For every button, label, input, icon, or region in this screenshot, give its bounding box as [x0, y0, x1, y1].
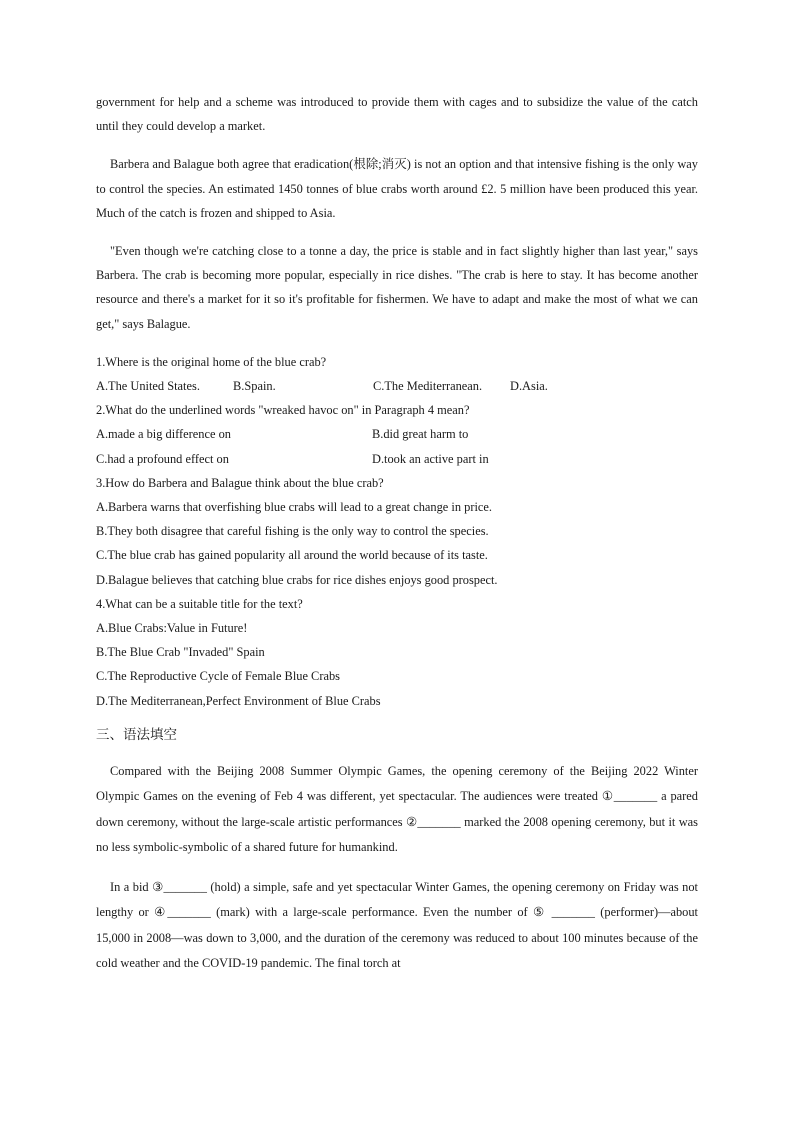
- option-d: D.Balague believes that catching blue crabs for rice dishes enjoys good prospect.: [96, 572, 498, 587]
- question-stem: 2.What do the underlined words "wreaked havoc on" in Paragraph 4 mean?: [96, 403, 470, 418]
- section-title-grammar: 三、语法填空: [96, 726, 177, 743]
- document-page: [96, 90, 698, 991]
- option-b: B.did great harm to: [372, 427, 469, 442]
- option-d: D.took an active part in: [372, 451, 489, 466]
- option-c: C.The blue crab has gained popularity all around the world because of its taste.: [96, 548, 488, 563]
- option-c: C.The Reproductive Cycle of Female Blue Crabs: [96, 669, 340, 684]
- option-d: D.The Mediterranean,Perfect Environment of Blue Crabs: [96, 693, 381, 708]
- option-a: A.made a big difference on: [96, 427, 231, 442]
- option-b: B.Spain.: [233, 379, 276, 394]
- options-row: [96, 374, 698, 398]
- options-row: [96, 447, 698, 471]
- question-stem: 1.Where is the original home of the blue crab?: [96, 354, 327, 369]
- question-stem: 4.What can be a suitable title for the text?: [96, 596, 303, 611]
- option-a: A.Blue Crabs:Value in Future!: [96, 621, 248, 636]
- passage-paragraph-eradication: Barbera and Balague both agree that eradication(根除;消灭) is not an option and that intensive fishing is the only way to control the species. An estimated 1450 tonnes of blue crabs worth around £2. 5 million have been produced this year. Much of the catch is frozen and shipped to Asia.: [96, 157, 698, 220]
- option-b: B.The Blue Crab "Invaded" Spain: [96, 645, 265, 660]
- grammar-paragraph-1: Compared with the Beijing 2008 Summer Olympic Games, the opening ceremony of the Beijing 2022 Winter Olympic Games on the evening of Feb 4 was different, yet spectacular. The audiences were treated ①_______ a pared down ceremony, without the large-scale artistic performances ②_______ marked the 2008 opening ceremony, but it was no less symbolic-symbolic of a shared future for humankind.: [96, 763, 698, 855]
- option-c: C.had a profound effect on: [96, 451, 229, 466]
- option-a: A.The United States.: [96, 379, 200, 394]
- option-b: B.They both disagree that careful fishing is the only way to control the species.: [96, 524, 489, 539]
- passage-paragraph-top: government for help and a scheme was introduced to provide them with cages and to subsidize the value of the catch until they could develop a market.: [96, 95, 698, 134]
- question-stem: 3.How do Barbera and Balague think about the blue crab?: [96, 475, 384, 490]
- option-a: A.Barbera warns that overfishing blue crabs will lead to a great change in price.: [96, 500, 493, 514]
- question-1: [96, 350, 698, 713]
- option-c: C.The Mediterranean.: [373, 379, 483, 394]
- grammar-paragraph-2: In a bid ③_______ (hold) a simple, safe and yet spectacular Winter Games, the opening ceremony on Friday was not lengthy or ④_______ (mark) with a large-scale performance. Even the number of ⑤ _______ (performer)—about 15,000 in 2008—was down to 3,000, and the duration of the ceremony was reduced to about 100 minutes because of the cold weather and the COVID-19 pandemic. The final torch at: [96, 879, 698, 971]
- options-row: [96, 422, 698, 446]
- option-d: D.Asia.: [510, 379, 548, 394]
- passage-paragraph-quote: "Even though we're catching close to a tonne a day, the price is stable and in fact slightly higher than last year," says Barbera. The crab is becoming more popular, especially in rice dishes. "The crab is here to stay. It has become another resource and there's a market for it so it's profitable for fishermen. We have to adapt and make the most of what we can get," says Balague.: [96, 244, 698, 331]
